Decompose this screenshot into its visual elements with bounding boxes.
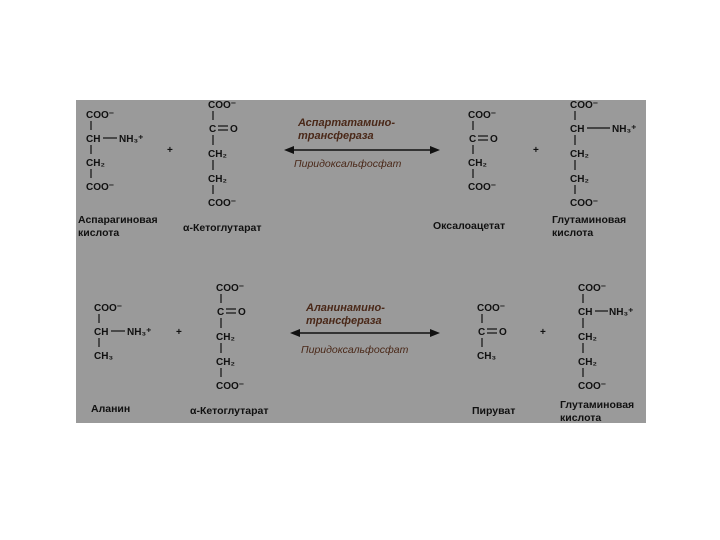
aspartate-ch2: CH₂ <box>86 158 105 169</box>
aspartate-structure <box>86 110 143 193</box>
glutamate-ch: CH <box>578 307 593 318</box>
pyruvate-ch3: CH₃ <box>477 351 497 362</box>
cofactor-label: Пиридоксальфосфат <box>301 344 409 356</box>
plus-sign: + <box>533 145 539 156</box>
ketoglutarate-structure-1 <box>208 100 238 209</box>
glutamate-label-line1: Глутаминовая <box>560 399 635 411</box>
alanine-structure <box>94 303 151 362</box>
glutamate-coo-bottom: COO⁻ <box>578 381 607 392</box>
alanine-nh3: NH₃⁺ <box>127 327 152 338</box>
aspartate-nh3: NH₃⁺ <box>119 134 144 145</box>
aspartate-coo-bottom: COO⁻ <box>86 182 115 193</box>
glutamate-structure-1 <box>570 100 636 209</box>
pyruvate-c: C <box>478 327 486 338</box>
ketoglutarate-coo-top: COO⁻ <box>208 100 237 111</box>
plus-sign: + <box>167 145 173 156</box>
oxaloacetate-structure <box>468 110 498 193</box>
glutamate-coo-top: COO⁻ <box>578 283 607 294</box>
oxaloacetate-label: Оксалоацетат <box>433 220 506 232</box>
aspartate-label-line2: кислота <box>78 227 120 239</box>
glutamate-nh3: NH₃⁺ <box>609 307 634 318</box>
ketoglutarate-ch2a: CH₂ <box>208 149 227 160</box>
pyruvate-structure <box>477 303 507 362</box>
glutamate-ch2a: CH₂ <box>570 149 589 160</box>
glutamate-label-line1: Глутаминовая <box>552 214 627 226</box>
glutamate-label-line2: кислота <box>560 412 602 424</box>
aspartate-coo-top: COO⁻ <box>86 110 115 121</box>
ketoglutarate-o: O <box>238 307 246 318</box>
ketoglutarate-coo-top: COO⁻ <box>216 283 245 294</box>
oxaloacetate-c: C <box>469 134 477 145</box>
oxaloacetate-ch2: CH₂ <box>468 158 487 169</box>
ketoglutarate-label-1: α-Кетоглутарат <box>183 222 262 234</box>
alanine-ch: CH <box>94 327 109 338</box>
ketoglutarate-o: O <box>230 124 238 135</box>
glutamate-structure-2 <box>578 283 633 392</box>
enzyme-name-line2: трансфераза <box>306 315 382 327</box>
aspartate-label-line1: Аспарагиновая <box>78 214 158 226</box>
alanine-coo-top: COO⁻ <box>94 303 123 314</box>
ketoglutarate-ch2b: CH₂ <box>216 357 235 368</box>
oxaloacetate-coo-bottom: COO⁻ <box>468 182 497 193</box>
enzyme-name-line1: Аланинамино- <box>306 302 385 314</box>
glutamate-ch2b: CH₂ <box>570 174 589 185</box>
ketoglutarate-coo-bottom: COO⁻ <box>216 381 245 392</box>
plus-sign: + <box>540 327 546 338</box>
plus-sign: + <box>176 327 182 338</box>
ketoglutarate-structure-2 <box>216 283 246 392</box>
ketoglutarate-label-2: α-Кетоглутарат <box>190 405 269 417</box>
pyruvate-coo-top: COO⁻ <box>477 303 506 314</box>
enzyme-name-line1: Аспартатамино- <box>298 117 396 129</box>
glutamate-ch2b: CH₂ <box>578 357 597 368</box>
pyruvate-label: Пируват <box>472 405 516 417</box>
reversible-arrow-1 <box>284 146 440 154</box>
cofactor-label: Пиридоксальфосфат <box>294 158 402 170</box>
ketoglutarate-ch2a: CH₂ <box>216 332 235 343</box>
glutamate-coo-top: COO⁻ <box>570 100 599 111</box>
glutamate-coo-bottom: COO⁻ <box>570 198 599 209</box>
reversible-arrow-2 <box>290 329 440 337</box>
glutamate-label-line2: кислота <box>552 227 594 239</box>
pyruvate-o: O <box>499 327 507 338</box>
enzyme-name-line2: трансфераза <box>298 130 374 142</box>
glutamate-ch2a: CH₂ <box>578 332 597 343</box>
alanine-label: Аланин <box>91 403 131 415</box>
ketoglutarate-c: C <box>217 307 225 318</box>
oxaloacetate-coo-top: COO⁻ <box>468 110 497 121</box>
ketoglutarate-c: C <box>209 124 217 135</box>
glutamate-nh3: NH₃⁺ <box>612 124 637 135</box>
alanine-ch3: CH₃ <box>94 351 114 362</box>
aspartate-ch: CH <box>86 134 101 145</box>
glutamate-ch: CH <box>570 124 585 135</box>
ketoglutarate-coo-bottom: COO⁻ <box>208 198 237 209</box>
oxaloacetate-o: O <box>490 134 498 145</box>
ketoglutarate-ch2b: CH₂ <box>208 174 227 185</box>
